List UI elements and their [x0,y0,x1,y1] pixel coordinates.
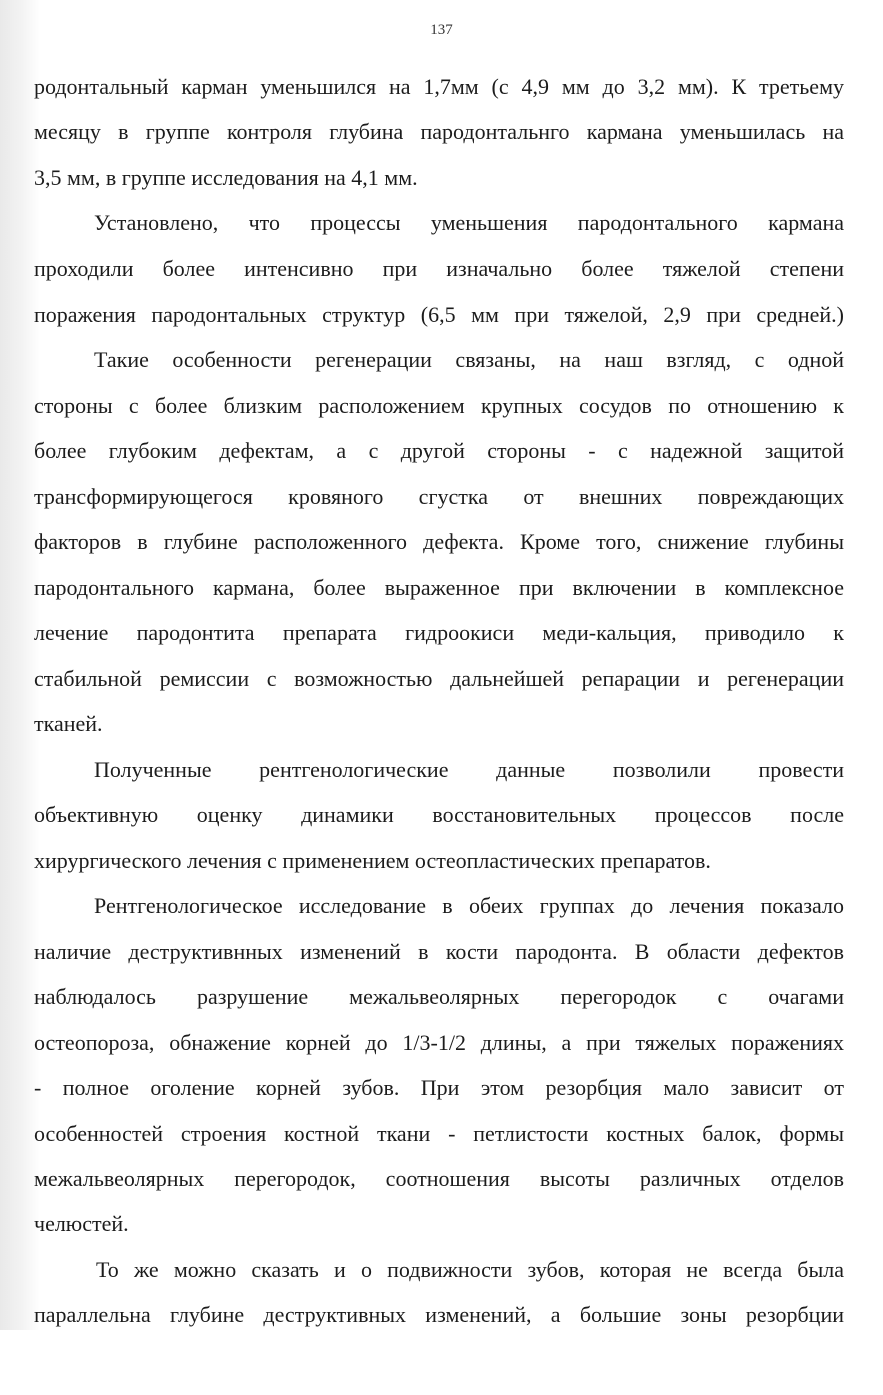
text-line: хирургического лечения с применением остеопластических препаратов. [34,848,711,873]
text-line: - полное оголение корней зубов. При этом резорбция мало зависит от [34,1075,844,1100]
text-line: трансформирующегося кровяного сгустка от внешних повреждающих [34,484,844,509]
text-line: стабильной ремиссии с возможностью дальнейшей репарации и регенерации [34,666,844,691]
text-line: челюстей. [34,1211,129,1236]
text-line: То же можно сказать и о подвижности зубов, которая не всегда была [96,1257,844,1282]
text-line: 3,5 мм, в группе исследования на 4,1 мм. [34,165,418,190]
page-number: 137 [430,22,453,38]
text-line: параллельна глубине деструктивных изменений, а большие зоны резорбции [34,1302,844,1327]
text-line: Рентгенологическое исследование в обеих группах до лечения показало [94,893,844,918]
text-line: родонтальный карман уменьшился на 1,7мм (с 4,9 мм до 3,2 мм). К третьему [34,74,844,99]
text-line: месяцу в группе контроля глубина пародонтальнго кармана уменьшилась на [34,119,844,144]
text-line: проходили более интенсивно при изначально более тяжелой степени [34,256,844,281]
text-line: объективную оценку динамики восстановительных процессов после [34,802,844,827]
text-line: особенностей строения костной ткани - петлистости костных балок, формы [34,1121,844,1146]
text-line: факторов в глубине расположенного дефекта. Кроме того, снижение глубины [34,529,844,554]
text-line: Такие особенности регенерации связаны, на наш взгляд, с одной [94,347,844,372]
text-line: наблюдалось разрушение межальвеолярных перегородок с очагами [34,984,844,1009]
text-line: Установлено, что процессы уменьшения пародонтального кармана [94,210,844,235]
text-line: поражения пародонтальных структур (6,5 мм при тяжелой, 2,9 при средней.) [34,302,844,327]
text-line: стороны с более близким расположением крупных сосудов по отношению к [34,393,844,418]
text-line: остеопороза, обнажение корней до 1/3-1/2 длины, а при тяжелых поражениях [34,1030,844,1055]
text-line: пародонтального кармана, более выраженное при включении в комплексное [34,575,844,600]
text-line: тканей. [34,711,103,736]
text-line: лечение пародонтита препарата гидроокиси меди-кальция, приводило к [34,620,844,645]
text-line: Полученные рентгенологические данные позволили провести [94,757,844,782]
text-line: межальвеолярных перегородок, соотношения высоты различных отделов [34,1166,844,1191]
text-line: наличие деструктивнных изменений в кости пародонта. В области дефектов [34,939,844,964]
text-line: более глубоким дефектам, а с другой стороны - с надежной защитой [34,438,844,463]
